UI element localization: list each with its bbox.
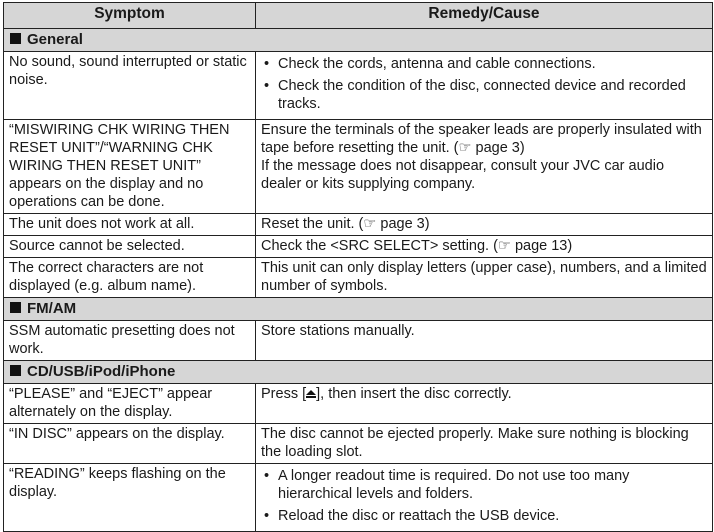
remedy-cell: This unit can only display letters (upper case), numbers, and a limited number of symbols. [256,258,713,298]
remedy-cell: The disc cannot be ejected properly. Make sure nothing is blocking the loading slot. [256,424,713,464]
list-item: • Reload the disc or reattach the USB device. [278,507,707,525]
remedy-cell [256,464,713,532]
section-heading: FM/AM [4,298,713,321]
remedy-cell [256,52,713,120]
table-row [4,384,713,424]
table-row [4,258,713,298]
remedy-cell: Reset the unit. (☞ page 3) [256,214,713,236]
list-item: • Check the condition of the disc, connected device and recorded tracks. [278,77,707,113]
table-row [4,321,713,361]
symptom-cell: “IN DISC” appears on the display. [4,424,256,464]
list-item: • Check the cords, antenna and cable connections. [278,55,707,73]
remedy-text: If the message does not disappear, consult your JVC car audio dealer or kits supplying company. [261,158,665,192]
section-fm-am [4,298,713,321]
symptom-cell: “READING” keeps flashing on the display. [4,464,256,532]
table-row [4,424,713,464]
section-general [4,29,713,52]
remedy-column-header: Remedy/Cause [256,3,713,29]
eject-icon [306,390,316,398]
table-row [4,464,713,532]
symptom-cell: The unit does not work at all. [4,214,256,236]
symptom-cell: SSM automatic presetting does not work. [4,321,256,361]
symptom-column-header: Symptom [4,3,256,29]
section-heading: CD/USB/iPod/iPhone [4,361,713,384]
table-header-row [4,3,713,29]
square-bullet-icon [10,302,21,313]
table-row [4,52,713,120]
table-row [4,236,713,258]
remedy-text: Ensure the terminals of the speaker leads are properly insulated with tape before resetting the unit. (☞ page 3) [261,122,702,156]
remedy-cell: Check the <SRC SELECT> setting. (☞ page 13) [256,236,713,258]
square-bullet-icon [10,33,21,44]
remedy-cell: Store stations manually. [256,321,713,361]
remedy-list [261,467,707,525]
troubleshooting-table [3,2,713,532]
symptom-cell: No sound, sound interrupted or static noise. [4,52,256,120]
table-row [4,214,713,236]
section-cd-usb-ipod [4,361,713,384]
remedy-cell [256,120,713,214]
table-row [4,120,713,214]
list-item: • A longer readout time is required. Do not use too many hierarchical levels and folders. [278,467,707,503]
symptom-cell: “MISWIRING CHK WIRING THEN RESET UNIT”/“WARNING CHK WIRING THEN RESET UNIT” appears on the display and no operations can be done. [4,120,256,214]
symptom-cell: “PLEASE” and “EJECT” appear alternately on the display. [4,384,256,424]
symptom-cell: Source cannot be selected. [4,236,256,258]
section-heading: General [4,29,713,52]
symptom-cell: The correct characters are not displayed (e.g. album name). [4,258,256,298]
remedy-list [261,55,707,113]
square-bullet-icon [10,365,21,376]
remedy-cell: Press [ ], then insert the disc correctly. [256,384,713,424]
